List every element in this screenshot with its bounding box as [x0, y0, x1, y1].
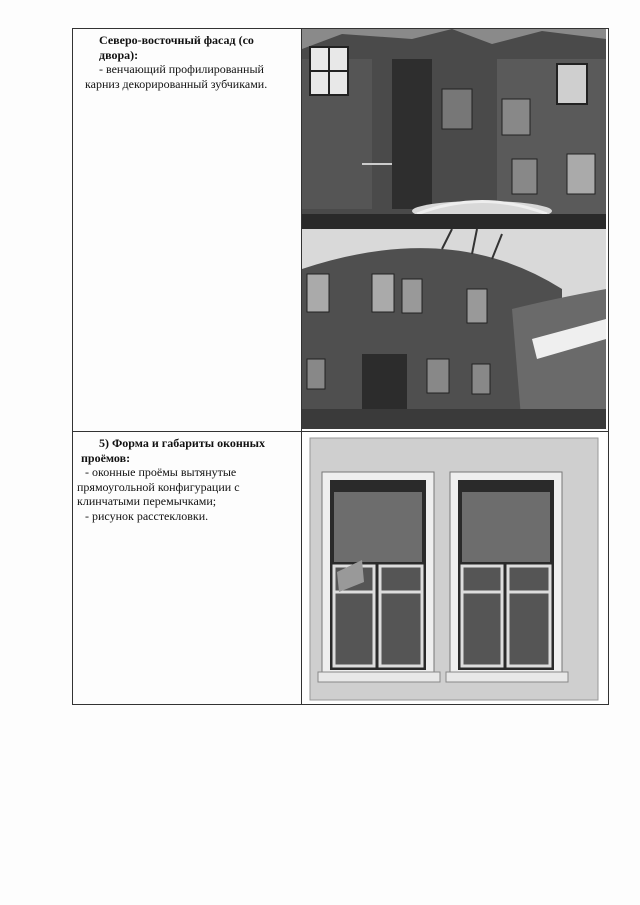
photo-cell	[302, 432, 609, 705]
section-heading-cont: двора):	[99, 47, 139, 62]
table-row	[73, 29, 609, 432]
feature-item-cont: клинчатыми перемычками;	[77, 494, 217, 508]
courtyard-facade-photo	[302, 29, 606, 229]
section-heading: 5) Форма и габариты оконных	[99, 436, 266, 450]
section-heading: Северо-восточный фасад (со	[99, 33, 254, 47]
feature-item: - рисунок расстекловки.	[85, 508, 209, 523]
facade-corner-photo	[302, 229, 606, 429]
description-cell	[73, 432, 302, 705]
feature-item-cont: карниз декорированный зубчиками.	[85, 76, 268, 91]
feature-item: - оконные проёмы вытянутые	[85, 465, 237, 479]
table-row	[73, 432, 609, 705]
feature-item: - венчающий профилированный	[99, 62, 264, 76]
section-heading-cont: проёмов:	[81, 450, 131, 465]
description-cell	[73, 29, 302, 432]
feature-item-cont: прямоугольной конфигурации с	[77, 479, 240, 494]
photo-cell	[302, 29, 609, 432]
heritage-table	[72, 28, 609, 705]
window-pair-photo	[302, 432, 606, 704]
